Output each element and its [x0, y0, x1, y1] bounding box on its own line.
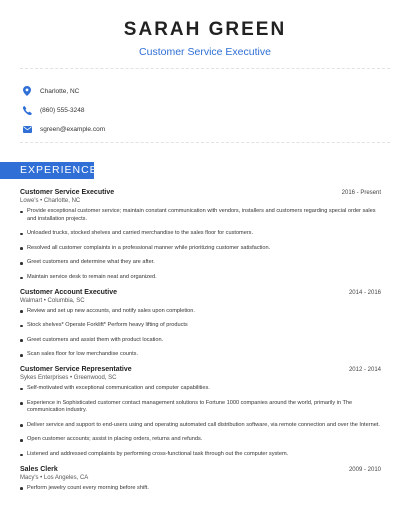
job-entry	[20, 466, 381, 493]
job-dates: 2009 - 2010	[348, 466, 381, 473]
job-entry	[20, 289, 381, 359]
resume-header	[0, 0, 410, 58]
job-bullet: Resolved all customer complaints in a professional manner while prioritizing customer satisfaction.	[20, 245, 381, 253]
contact-phone-text: (860) 555-3248	[40, 106, 85, 114]
job-entry	[20, 366, 381, 459]
experience-section-heading: EXPERIENCE	[0, 162, 94, 179]
job-header	[20, 366, 381, 373]
job-bullet: Open customer accounts; assist in placing orders, returns and refunds.	[20, 436, 381, 444]
job-company: Macy's • Los Angeles, CA	[20, 474, 89, 481]
job-dates: 2012 - 2014	[348, 366, 381, 373]
job-bullets	[20, 385, 381, 459]
contact-location	[22, 82, 105, 100]
job-bullet: Stock shelves* Operate Forklift* Perform heavy lifting of products	[20, 322, 381, 330]
job-bullet: Provide exceptional customer service; maintain constant communication with vendors, installers and customers regarding special order sales and installation projects.	[20, 208, 381, 223]
job-dates: 2016 - Present	[341, 190, 381, 196]
job-bullet: Deliver service and support to end-users using and operating automated call distribution software, via remote connection and over the Internet.	[20, 422, 381, 430]
job-bullet: Scan sales floor for low merchandise counts.	[20, 351, 381, 359]
contact-list	[22, 82, 105, 139]
email-icon	[22, 124, 32, 134]
job-bullet: Greet customers and assist them with product location.	[20, 337, 381, 345]
job-header	[20, 466, 381, 473]
phone-icon	[22, 105, 32, 115]
job-bullet: Perform jewelry count every morning before shift.	[20, 485, 381, 493]
contact-email-text: sgreen@example.com	[40, 125, 106, 133]
job-bullet: Unloaded trucks, stocked shelves and carried merchandise to the sales floor for customers.	[20, 230, 381, 238]
job-company: Lowe's • Charlotte, NC	[20, 198, 81, 204]
job-title: Sales Clerk	[20, 465, 58, 473]
job-dates: 2014 - 2016	[348, 289, 381, 296]
job-bullet: Experience in Sophisticated customer contact management solutions to Fortune 1000 companies around the world, primarily in The communication industry.	[20, 400, 381, 415]
contact-location-text: Charlotte, NC	[40, 87, 80, 95]
job-title: Customer Account Executive	[20, 288, 117, 296]
job-bullet: Self-motivated with exceptional communication and computer capabilities.	[20, 385, 381, 393]
contact-email	[22, 120, 105, 138]
job-bullets	[20, 485, 381, 493]
job-header	[20, 289, 381, 296]
contact-phone	[22, 101, 105, 119]
job-header	[20, 189, 381, 196]
location-pin-icon	[22, 86, 32, 96]
job-bullets	[20, 208, 381, 282]
job-company: Walmart • Columbia, SC	[20, 297, 85, 304]
job-bullet: Greet customers and determine what they are after.	[20, 259, 381, 267]
job-company: Sykes Enterprises • Greenwood, SC	[20, 374, 117, 381]
job-bullets	[20, 308, 381, 359]
header-divider	[20, 68, 390, 69]
job-bullet: Review and set up new accounts, and notify sales upon completion.	[20, 308, 381, 316]
candidate-name: SARAH GREEN	[123, 19, 287, 40]
job-title: Customer Service Representative	[20, 365, 132, 373]
candidate-title: Customer Service Executive	[139, 46, 271, 58]
job-bullet: Listened and addressed complaints by performing cross-functional task through out the computer system.	[20, 451, 381, 459]
job-bullet: Maintain service desk to remain neat and organized.	[20, 274, 381, 282]
job-entry	[20, 189, 381, 282]
job-title: Customer Service Executive	[20, 189, 115, 196]
contact-divider	[20, 142, 390, 143]
experience-list	[20, 189, 381, 499]
